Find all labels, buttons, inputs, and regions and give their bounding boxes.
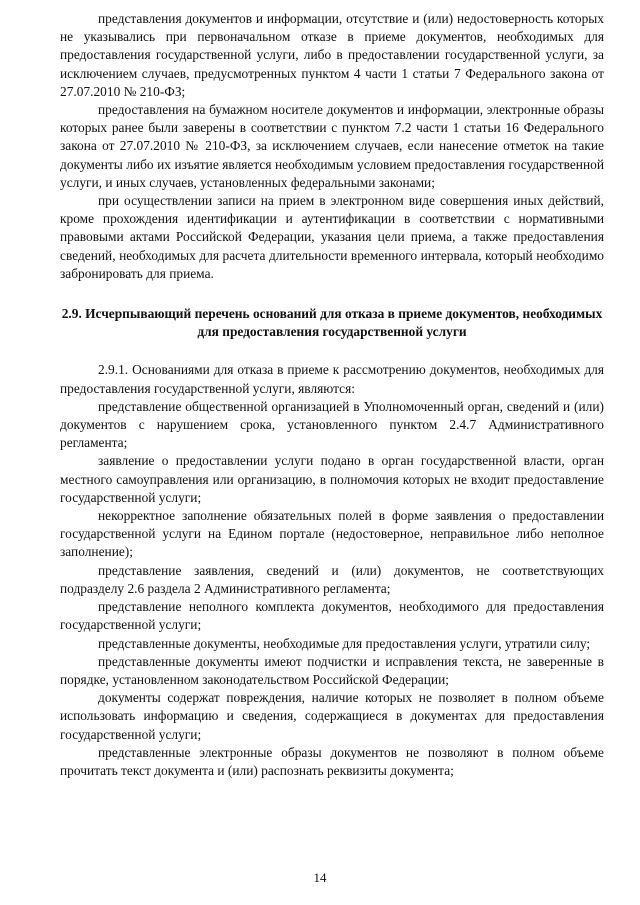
- paragraph: представленные электронные образы документов не позволяют в полном объеме прочитать текст документа и (или) распознать реквизиты документа;: [60, 744, 604, 778]
- paragraph: заявление о предоставлении услуги подано в орган государственной власти, орган местного самоуправления или организацию, в полномочия которых не входит предоставление государственной услуги;: [60, 453, 604, 505]
- paragraph: документы содержат повреждения, наличие которых не позволяет в полном объеме использовать информацию и сведения, содержащиеся в документах для предоставления государственной услуги;: [60, 690, 604, 742]
- page-number: 14: [313, 870, 327, 885]
- paragraph: 2.9.1. Основаниями для отказа в приеме к рассмотрению документов, необходимых для предоставления государственной услуги, являются:: [60, 362, 604, 396]
- paragraph: представленные документы, необходимые для предоставления услуги, утратили силу;: [98, 635, 591, 651]
- paragraph: представление неполного комплекта документов, необходимого для предоставления государственной услуги;: [60, 599, 604, 633]
- paragraph: предоставления на бумажном носителе документов и информации, электронные образы которых ранее были заверены в соответствии с пунктом 7.2 части 1 статьи 16 Федерального закона от 27.07.2010 № 210-ФЗ, за исключением случаев, если нанесение отметок на такие документы либо их изъятие является необходимым условием предоставления государственной услуги, и иных случаев, установленных федеральными законами;: [60, 102, 604, 190]
- paragraph: представленные документы имеют подчистки и исправления текста, не заверенные в порядке, установленном законодательством Российской Федерации;: [60, 653, 604, 687]
- section-heading: 2.9. Исчерпывающий перечень оснований для отказа в приеме документов, необходимых для предоставления государственной услуги: [61, 306, 603, 340]
- paragraph: представление общественной организацией в Уполномоченный орган, сведений и (или) документов с нарушением срока, установленного пунктом 2.4.7 Административного регламента;: [60, 398, 604, 451]
- paragraph: некорректное заполнение обязательных полей в форме заявления о предоставлении государственной услуги на Едином портале (недостоверное, неправильное либо неполное заполнение);: [60, 508, 604, 560]
- paragraph: представления документов и информации, отсутствие и (или) недостоверность которых не указывались при первоначальном отказе в приеме документов, необходимых для предоставления государственной услуги, либо в предоставлении государственной услуги, за исключением случаев, предусмотренных пунктом 4 части 1 статьи 7 Федерального закона от 27.07.2010 № 210-ФЗ;: [60, 11, 604, 99]
- document-page: [60, 10, 604, 780]
- paragraph: при осуществлении записи на прием в электронном виде совершения иных действий, кроме прохождения идентификации и аутентификации в соответствии с нормативными правовыми актами Российской Федерации, указания цели приема, а также предоставления сведений, необходимых для расчета длительности временного интервала, который необходимо забронировать для приема.: [60, 193, 604, 281]
- paragraph: представление заявления, сведений и (или) документов, не соответствующих подразделу 2.6 раздела 2 Административного регламента;: [60, 562, 604, 596]
